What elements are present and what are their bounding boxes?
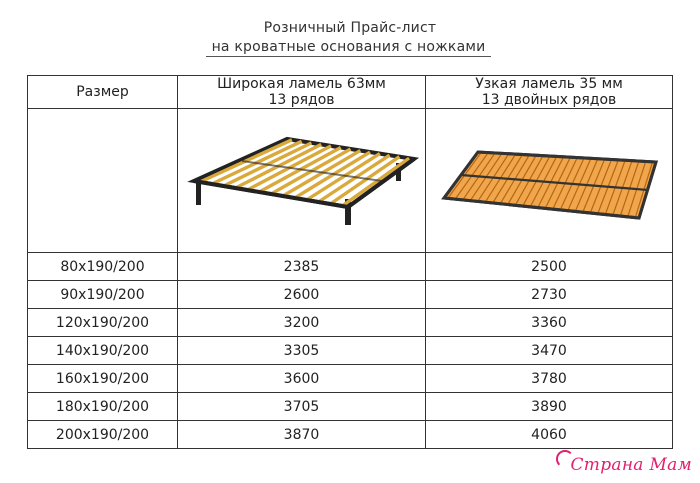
page-title: Розничный Прайс-лист (263, 20, 437, 36)
cell-price-narrow: 3890 (426, 393, 673, 421)
cell-size: 90х190/200 (28, 281, 178, 309)
wide-slat-bed-frame-image (182, 121, 422, 241)
cell-price-narrow: 2500 (426, 253, 673, 281)
table-row (28, 281, 673, 309)
cell-price-wide: 2385 (178, 253, 426, 281)
column-header-narrow-slat (426, 76, 673, 109)
cell-size: 120х190/200 (28, 309, 178, 337)
cell-price-wide: 3200 (178, 309, 426, 337)
cell-price-wide: 3305 (178, 337, 426, 365)
narrow-slat-bed-frame-image (434, 126, 664, 236)
cell-size: 160х190/200 (28, 365, 178, 393)
cell-size: 140х190/200 (28, 337, 178, 365)
cell-size: 200х190/200 (28, 421, 178, 449)
column-header-wide-slat-label: Широкая ламель 63мм 13 рядов (217, 76, 386, 108)
image-row (28, 109, 673, 253)
image-cell-narrow-slat (426, 109, 673, 253)
cell-price-wide: 2600 (178, 281, 426, 309)
column-header-wide-slat (178, 76, 426, 109)
table-row (28, 393, 673, 421)
watermark-logo (570, 455, 692, 475)
table-row (28, 309, 673, 337)
cell-price-narrow: 3360 (426, 309, 673, 337)
column-header-size (28, 76, 178, 109)
image-cell-wide-slat (178, 109, 426, 253)
cell-price-narrow: 2730 (426, 281, 673, 309)
cell-price-wide: 3705 (178, 393, 426, 421)
cell-price-narrow: 3470 (426, 337, 673, 365)
price-table (27, 75, 673, 449)
cell-price-wide: 3870 (178, 421, 426, 449)
cell-size: 80х190/200 (28, 253, 178, 281)
table-row (28, 337, 673, 365)
column-header-size-label: Размер (76, 84, 129, 100)
table-row (28, 253, 673, 281)
watermark-text: Страна Мам (570, 455, 692, 475)
column-header-narrow-slat-label: Узкая ламель 35 мм 13 двойных рядов (475, 76, 623, 108)
table-header-row (28, 76, 673, 109)
table-row (28, 421, 673, 449)
cell-price-narrow: 4060 (426, 421, 673, 449)
table-row (28, 365, 673, 393)
cell-price-narrow: 3780 (426, 365, 673, 393)
cell-size: 180х190/200 (28, 393, 178, 421)
page-subtitle: на кроватные основания с ножками (206, 39, 491, 57)
image-cell-empty (28, 109, 178, 253)
cell-price-wide: 3600 (178, 365, 426, 393)
